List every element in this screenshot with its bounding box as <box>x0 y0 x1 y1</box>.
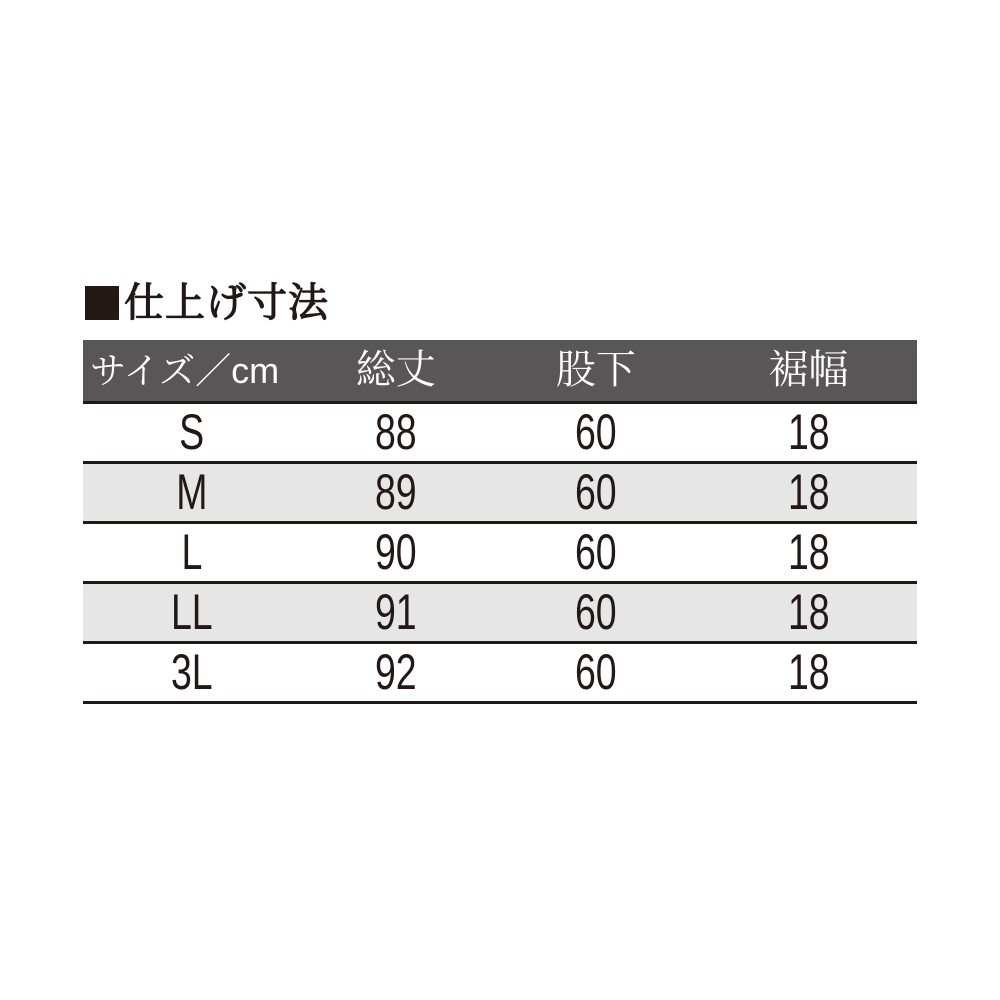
cell-total-length-value: 90 <box>374 524 417 580</box>
cell-hem-width <box>700 403 917 463</box>
cell-size <box>83 403 300 463</box>
table-row <box>83 523 917 583</box>
column-header-hem-width: 裾幅 <box>700 340 917 403</box>
cell-inseam <box>492 643 701 703</box>
cell-total-length-value: 88 <box>374 404 417 460</box>
column-header-total-length: 総丈 <box>300 340 492 403</box>
cell-inseam-value: 60 <box>575 644 617 700</box>
cell-total-length <box>300 463 492 523</box>
cell-size-value: LL <box>170 584 213 640</box>
cell-hem-width <box>700 463 917 523</box>
cell-size-value: M <box>175 464 208 520</box>
cell-hem-width <box>700 523 917 583</box>
section-title-row <box>85 283 329 323</box>
cell-size <box>83 463 300 523</box>
section-marker-icon <box>85 286 119 320</box>
table-row <box>83 403 917 463</box>
column-header-size: サイズ／cm <box>83 340 300 403</box>
cell-inseam-value: 60 <box>575 524 617 580</box>
table-body <box>83 403 917 703</box>
column-header-inseam: 股下 <box>492 340 701 403</box>
cell-inseam <box>492 583 701 643</box>
table-row <box>83 463 917 523</box>
table-header <box>83 340 917 403</box>
cell-total-length-value: 91 <box>374 584 417 640</box>
cell-total-length <box>300 583 492 643</box>
cell-inseam-value: 60 <box>575 404 617 460</box>
cell-hem-width-value: 18 <box>787 404 830 460</box>
cell-hem-width-value: 18 <box>787 464 830 520</box>
cell-size-value: S <box>178 404 204 460</box>
cell-size-value: 3L <box>170 644 213 700</box>
table-row <box>83 583 917 643</box>
table-row <box>83 643 917 703</box>
cell-inseam-value: 60 <box>575 584 617 640</box>
cell-inseam-value: 60 <box>575 464 617 520</box>
cell-total-length <box>300 643 492 703</box>
cell-hem-width-value: 18 <box>787 584 830 640</box>
cell-inseam <box>492 403 701 463</box>
cell-size <box>83 583 300 643</box>
cell-total-length <box>300 523 492 583</box>
header-row <box>83 340 917 403</box>
cell-total-length-value: 92 <box>374 644 417 700</box>
cell-inseam <box>492 523 701 583</box>
size-chart-table <box>83 340 917 704</box>
cell-hem-width <box>700 643 917 703</box>
cell-size-value: L <box>180 524 202 580</box>
cell-hem-width-value: 18 <box>787 644 830 700</box>
cell-inseam <box>492 463 701 523</box>
section-title: 仕上げ寸法 <box>124 281 329 325</box>
cell-hem-width <box>700 583 917 643</box>
cell-total-length-value: 89 <box>374 464 417 520</box>
cell-hem-width-value: 18 <box>787 524 830 580</box>
cell-total-length <box>300 403 492 463</box>
cell-size <box>83 523 300 583</box>
cell-size <box>83 643 300 703</box>
